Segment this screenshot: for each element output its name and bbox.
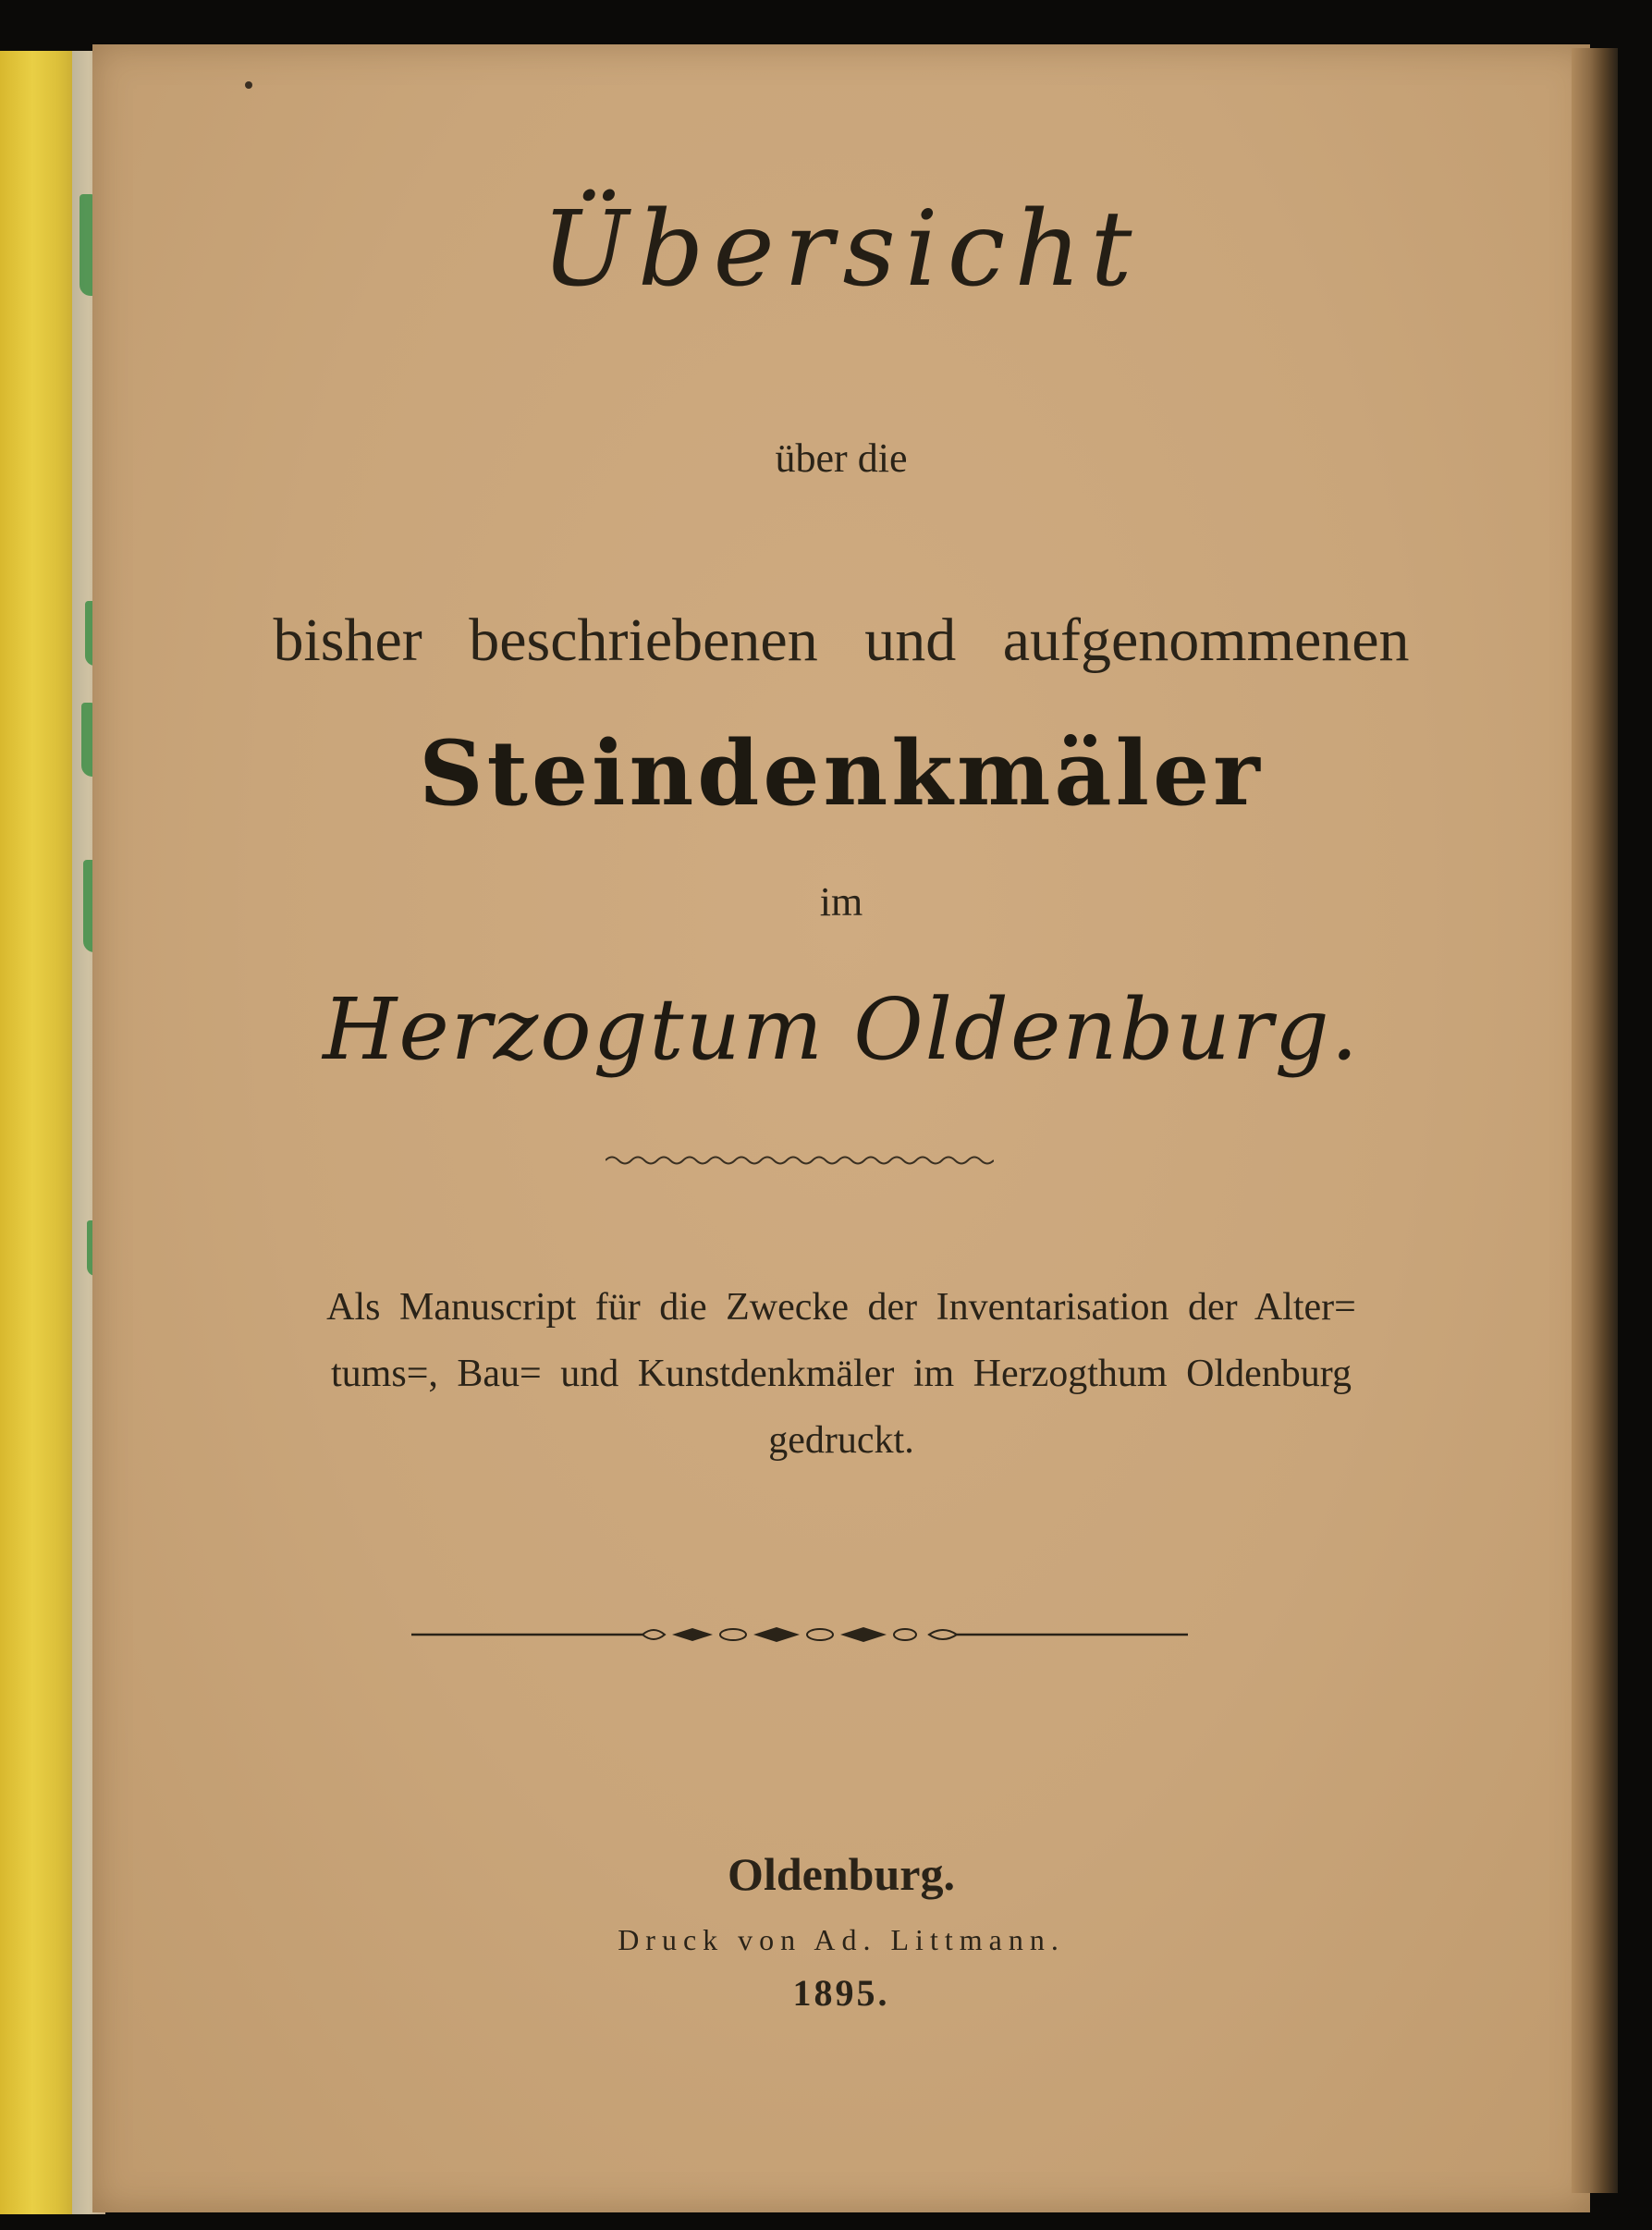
note-line-1: Als Manuscript für die Zwecke der Inventarisation der Alter= (326, 1286, 1356, 1329)
imprint-printer: Druck von Ad. Littmann. (618, 1923, 1065, 1956)
note-line-2: tums=, Bau= und Kunstdenkmäler im Herzogthum Oldenburg (331, 1353, 1352, 1395)
note-line-3: gedruckt. (768, 1419, 914, 1462)
subtitle-described: bisher beschriebenen und aufgenommenen (273, 607, 1410, 674)
main-subject-heading: Steindenkmäler (419, 721, 1264, 826)
place-heading: Herzogtum Oldenburg. (323, 980, 1360, 1079)
imprint-year: 1895. (792, 1972, 890, 2014)
book-spine (0, 51, 72, 2214)
imprint-city: Oldenburg. (728, 1848, 955, 1900)
ornamental-divider (411, 1616, 1188, 1653)
wavy-rule (606, 1146, 994, 1174)
page-title: Übersicht (541, 190, 1142, 310)
subtitle-over-the: über die (775, 435, 908, 481)
ink-speck (245, 81, 252, 89)
subtitle-in-the: im (819, 879, 863, 925)
